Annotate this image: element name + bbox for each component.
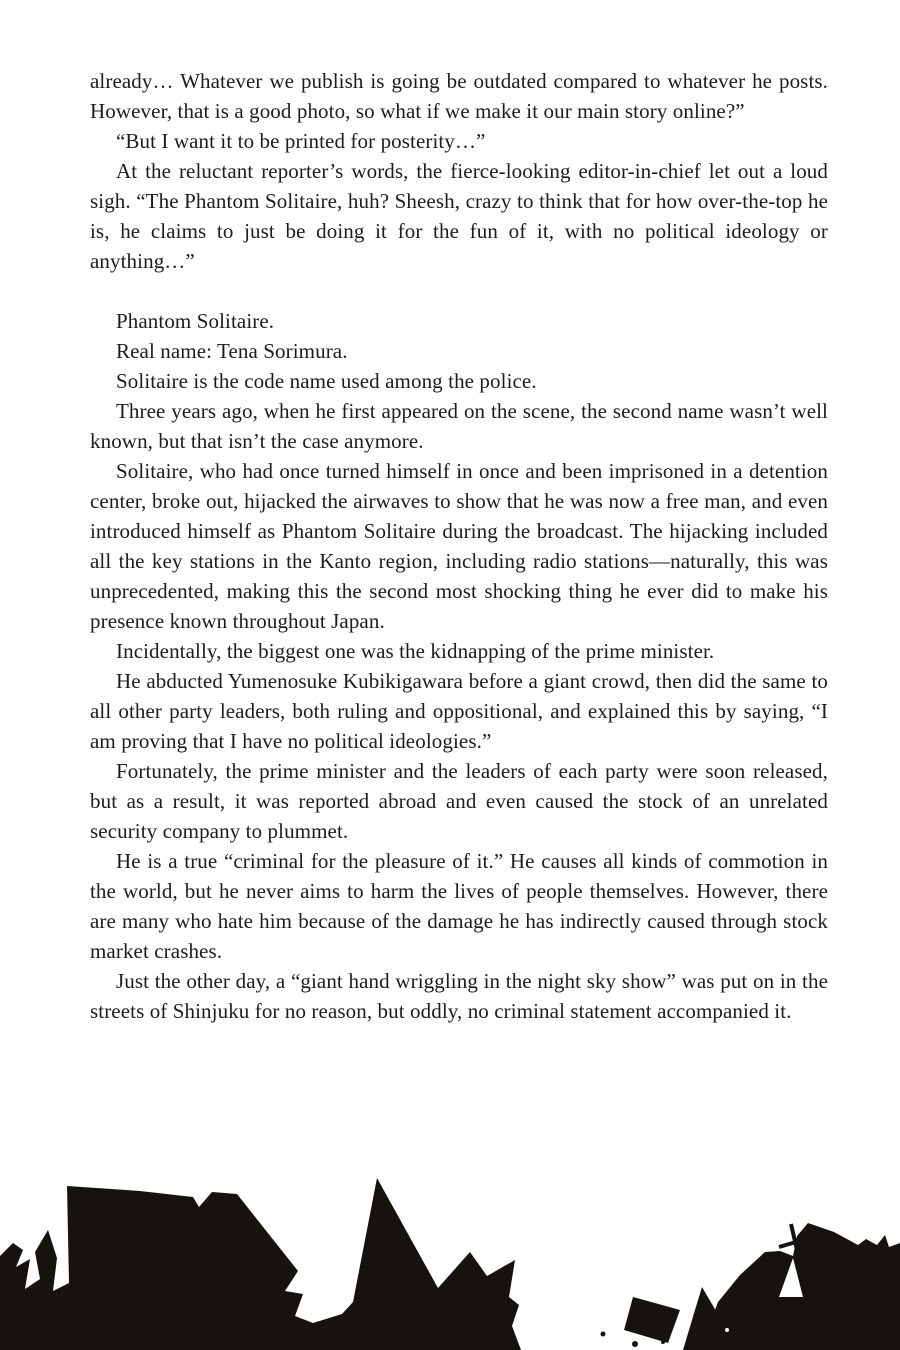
paragraph: Just the other day, a “giant hand wriggling in the night sky show” was put on in the streets of Shinjuku for no reason, but oddly, no criminal statement accompanied it.: [90, 969, 828, 1023]
paragraph: At the reluctant reporter’s words, the fierce-looking editor-in-chief let out a loud sigh. “The Phantom Solitaire, huh? Sheesh, crazy to think that for how over-the-top he is, he claims to just be doing it for the fun of it, with no political ideology or anything…”: [90, 159, 828, 273]
paragraph: He is a true “criminal for the pleasure of it.” He causes all kinds of commotion in the world, but he never aims to harm the lives of people themselves. However, there are many who hate him because of the damage he has indirectly caused through stock market crashes.: [90, 849, 828, 963]
white-speck: [725, 1328, 729, 1332]
debris-speck: [601, 1332, 606, 1337]
left-debris-mass: [0, 1178, 521, 1350]
paragraph: already… Whatever we publish is going be outdated compared to whatever he posts. However, that is a good photo, so what if we make it our main story online?”: [90, 69, 828, 123]
debris-speck: [661, 1340, 665, 1344]
debris-shard-quad: [624, 1297, 680, 1343]
paragraph: Phantom Solitaire.: [116, 309, 275, 333]
paragraph: Solitaire, who had once turned himself in once and been imprisoned in a detention center, broke out, hijacked the airwaves to show that he was now a free man, and even introduced himself as Phantom Solitaire during the broadcast. The hijacking included all the key stations in the Kanto region, including radio stations—naturally, this was unprecedented, making this the second most shocking thing he ever did to make his presence known throughout Japan.: [90, 459, 828, 633]
paragraph: Fortunately, the prime minister and the leaders of each party were soon released, but as a result, it was reported abroad and even caused the stock of an unrelated security company to plummet.: [90, 759, 828, 843]
paragraph: Incidentally, the biggest one was the kidnapping of the prime minister.: [116, 639, 715, 663]
paragraph: Three years ago, when he first appeared on the scene, the second name wasn’t well known, but that isn’t the case anymore.: [90, 399, 828, 453]
paragraph: “But I want it to be printed for posterity…”: [116, 129, 486, 153]
jagged-debris-silhouette-illustration: [0, 1120, 900, 1350]
paragraph: Real name: Tena Sorimura.: [116, 339, 348, 363]
paragraph: Solitaire is the code name used among the police.: [116, 369, 537, 393]
debris-speck: [632, 1341, 638, 1347]
body-text: [90, 66, 828, 1026]
paragraph: He abducted Yumenosuke Kubikigawara before a giant crowd, then did the same to all other party leaders, both ruling and oppositional, and explained this by saying, “I am proving that I have no political ideologies.”: [90, 669, 828, 753]
